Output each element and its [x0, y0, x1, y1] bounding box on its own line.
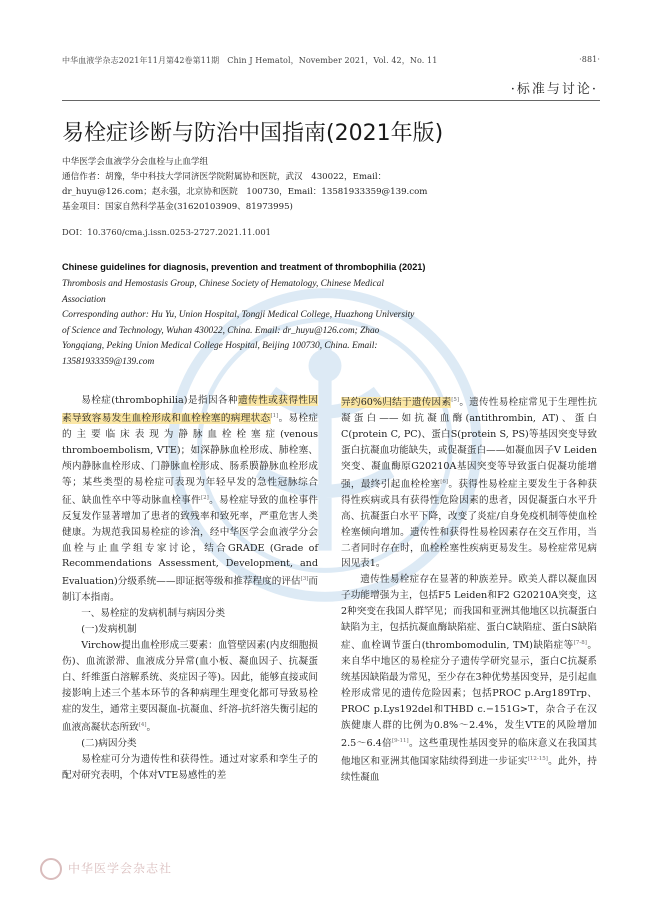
text-run: 。易栓症导致的血栓事件反复发作显著增加了患者的致残率和致死率，严重危害人类健康。为规范我国易栓症的诊治，经中华医学会血液学分会血栓与止血学组专家讨论，结合GRADE (Grade of Recommendations Assessment, Development, and Evaluation)分级系统——即证据等级和推荐程度的评估: [62, 494, 319, 588]
citation: [9-11]: [391, 737, 409, 744]
text-run: 。获得性易栓症主要发生于各种获得性疾病或具有获得性危险因素的患者，因促凝蛋白水平升高、抗凝蛋白水平下降，改变了炎症/自身免疫机制等使血栓栓塞倾向增加。遗传性和获得性易栓因素存在交互作用，当二者同时存在时，血栓栓塞性疾病更易发生。易栓症常见病因见表1。: [341, 478, 597, 570]
left-column: [62, 393, 318, 784]
english-line: Thrombosis and Hemostasis Group, Chinese Society of Hematology, Chinese Medical: [62, 279, 384, 289]
text-run: 。遗传性易栓症常见于生理性抗凝蛋白——如抗凝血酶(antithrombin, AT)、蛋白C(protein C, PC)、蛋白S(protein S, PS)等基因突变导致蛋白抗凝血功能缺失，或促凝蛋白——如凝血因子V Leiden突变、凝血酶原G20210A基因突变等导致蛋白促凝功能增强，最终引起血栓栓塞: [341, 397, 598, 490]
text-run: 。: [146, 721, 157, 733]
english-line: of Science and Technology, Wuhan 430022, China. Email: dr_huyu@126.com; Zhao: [62, 325, 380, 336]
section-heading: 一、易栓症的发病机制与病因分类: [81, 608, 226, 620]
english-abstract-block: [62, 277, 602, 371]
english-line: 13581933359@139.com: [62, 356, 155, 367]
text-run: 。来自华中地区的易栓症分子遗传学研究显示，蛋白C抗凝系统基因缺陷最为常见，至少存在3种优势基因变异，是引起血栓形成常见的遗传危险因素；包括PROC p.Arg189Trp、PROC p.Lys192del和THBD c.−151G>T，杂合子在汉族健康人群的比例为0.8%～2.4%，发生VTE的风险增加2.5～6.4倍: [341, 640, 597, 749]
text-run: 。易栓症的主要临床表现为静脉血栓栓塞症(venous thromboembolism, VTE)；如深静脉血栓形成、肺栓塞、颅内静脉血栓形成、门静脉血栓形成、肠系膜静脉血栓形成等；某些类型的易栓症可表现为年轻早发的急性冠脉综合征、缺血性卒中等动脉血栓事件: [62, 413, 319, 506]
highlighted-text: 遗传性或获得性因素导致容易发生血栓形成和血栓栓塞的病理状态: [62, 395, 318, 425]
right-column: [341, 393, 597, 786]
text-run: 遗传性易栓症存在显著的种族差异。欧美人群以凝血因子功能增强为主，包括F5 Leiden和F2 G20210A突变，这2种突变在我国人群罕见；而我国和亚洲其他地区以抗凝蛋白缺陷为主，包括抗凝血酶缺陷症、蛋白C缺陷症、蛋白S缺陷症、血栓调节蛋白(thrombomodulin, TM)缺陷症等: [341, 574, 597, 652]
etiology-continued-paragraph: [341, 393, 597, 572]
english-title: Chinese guidelines for diagnosis, prevention and treatment of thrombophilia (2021): [62, 262, 426, 272]
english-line: Yongqiang, Peking Union Medical College Hospital, Beijing 100730, China. Email:: [62, 341, 378, 352]
text-run: 而制订本指南。: [62, 576, 318, 604]
header-rule: [62, 100, 600, 101]
subsection-heading: (二)病因分类: [81, 737, 137, 749]
english-line: Association: [62, 294, 106, 305]
page-title: 易栓症诊断与防治中国指南(2021年版): [62, 121, 444, 146]
text-run: 。这些重现性基因变异的临床意义在我国其他地区和亚洲其他国家陆续得到进一步证实: [341, 737, 598, 767]
text-run: 易栓症(thrombophilia)是指因各种: [81, 395, 239, 406]
highlighted-text: 异约60%归结于遗传因素: [341, 397, 452, 409]
journal-line: 中华血液学杂志2021年11月第42卷第11期 Chin J Hematol，November 2021，Vol. 42，No. 11: [62, 56, 438, 65]
publisher-logo: [40, 858, 172, 880]
funding-line: 基金项目：国家自然科学基金(31620103909、81973995): [62, 202, 293, 212]
running-header: [62, 55, 600, 66]
doi-line: DOI：10.3760/cma.j.issn.0253-2727.2021.11.001: [62, 227, 271, 237]
publisher-name: 中华医学会杂志社: [68, 861, 173, 876]
citation: [7-8]: [573, 639, 587, 646]
citation: [3]: [300, 576, 309, 583]
citation: [4]: [138, 721, 147, 728]
correspondence-line-1: 通信作者：胡豫，华中科技大学同济医学院附属协和医院，武汉 430022，Email：: [62, 172, 387, 182]
citation: [12-15]: [527, 755, 548, 762]
section-tag: ·标准与讨论·: [510, 82, 598, 97]
publisher-seal-icon: [40, 858, 62, 880]
page-number: ·881·: [579, 55, 600, 64]
mechanism-paragraph: [62, 638, 318, 736]
subsection-heading: (一)发病机制: [81, 624, 137, 636]
citation: [2]: [201, 494, 209, 501]
text-run: Virchow提出血栓形成三要素：血管壁因素(内皮细胞损伤)、血流淤滞、血液成分异常(血小板、凝血因子、抗凝蛋白、纤维蛋白溶解系统、炎症因子等)。因此，能够直接或间接影响上述三个基本环节的各种病理生理变化都可导致易栓症的发生，通常主要因凝血-抗凝血、纤溶-抗纤溶失衡引起的血液高凝状态所致: [62, 640, 318, 733]
citation: [1]: [270, 412, 279, 419]
genetic-variation-paragraph: [341, 572, 597, 785]
citation: [5]: [451, 397, 460, 403]
english-line: Corresponding author: Hu Yu, Union Hospital, Tongji Medical College, Huazhong University: [62, 310, 415, 321]
citation: [6]: [440, 478, 449, 485]
text-run: 。此外，持续性凝血: [341, 755, 598, 783]
etiology-paragraph: 易栓症可分为遗传性和获得性。通过对家系和孪生子的配对研究表明，个体对VTE易感性的差: [62, 753, 318, 781]
correspondence-line-2: dr_huyu@126.com；赵永强，北京协和医院 100730，Email：13581933359@139.com: [62, 187, 428, 197]
author-group: 中华医学会血液学分会血栓与止血学组: [62, 157, 209, 167]
intro-paragraph: [62, 393, 318, 606]
